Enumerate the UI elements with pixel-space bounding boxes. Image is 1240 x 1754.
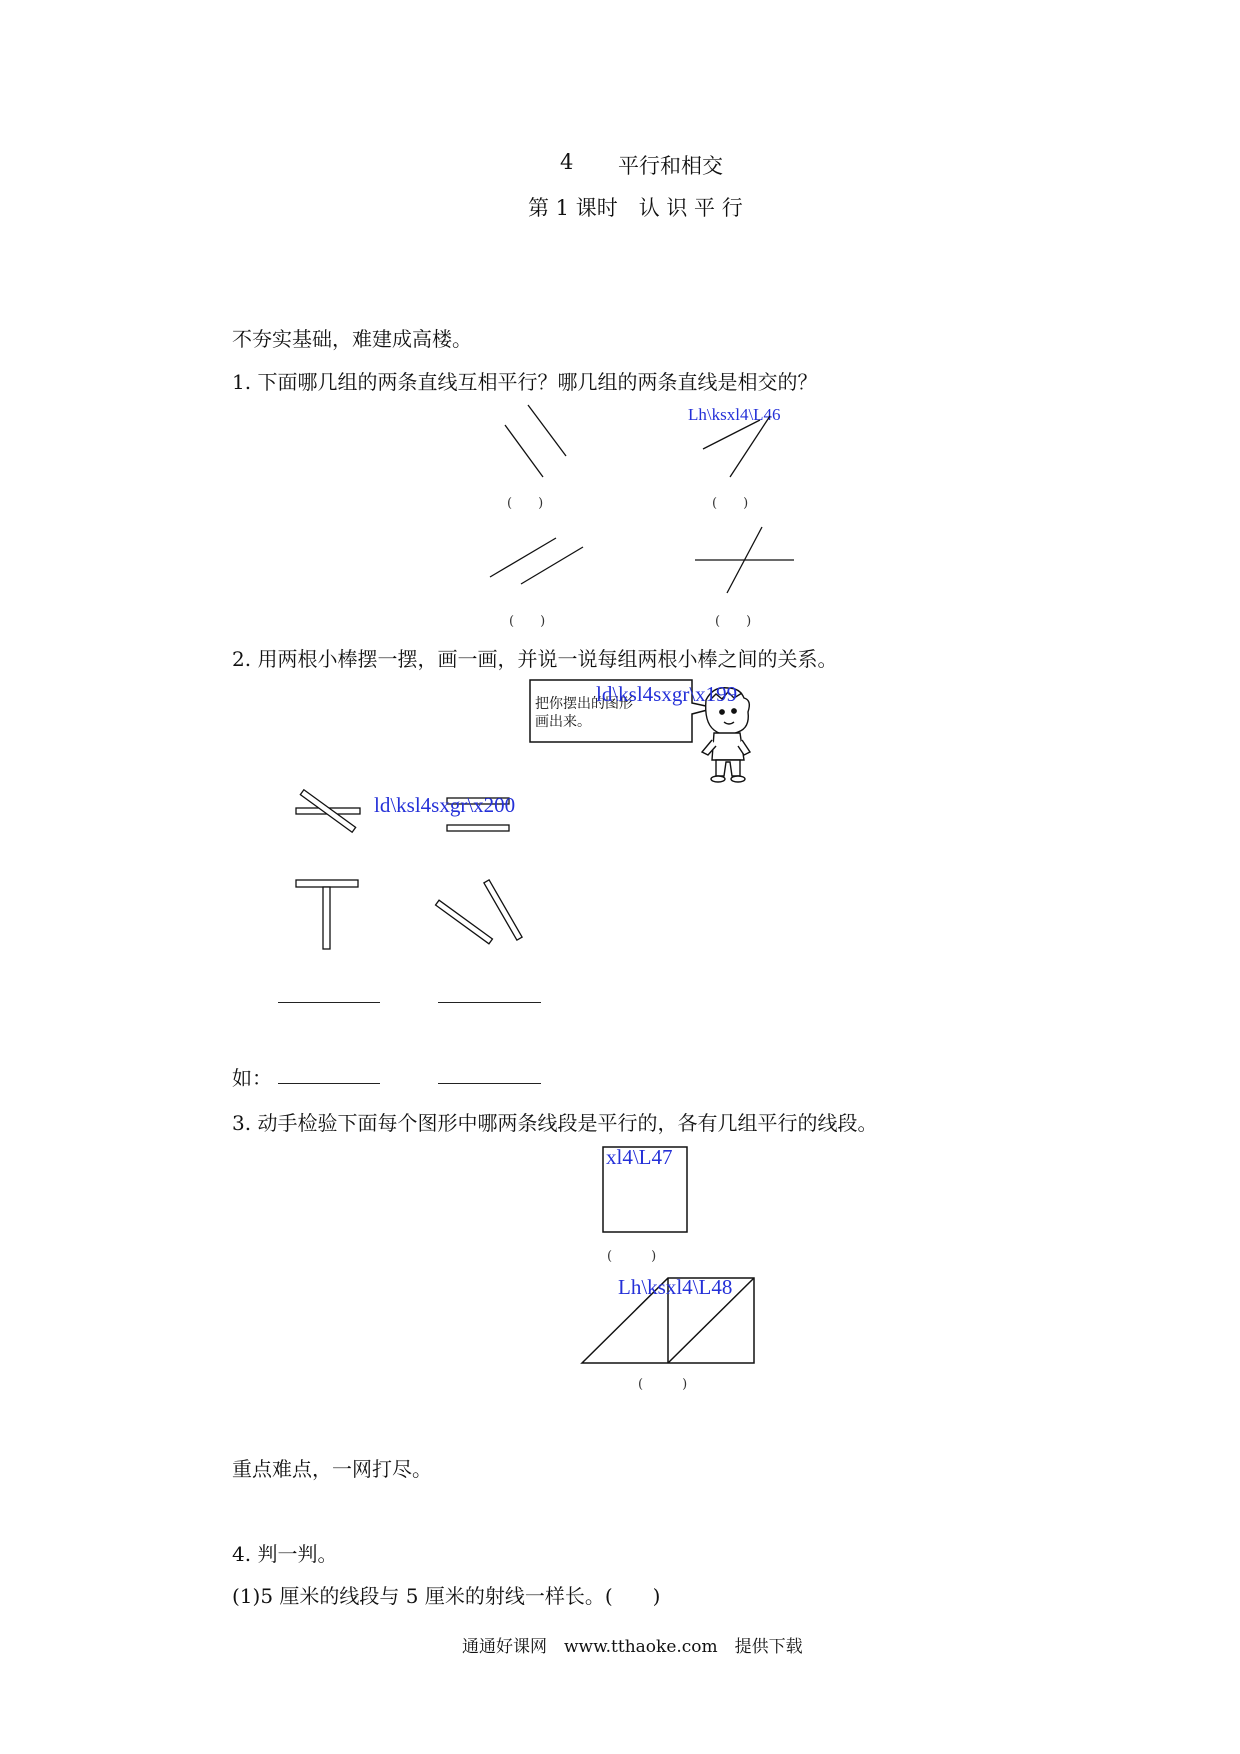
- question-1-text: 1. 下面哪几组的两条直线互相平行？哪几组的两条直线是相交的？: [232, 370, 818, 394]
- answer-blank-1d: ( ): [715, 614, 752, 629]
- figure-tag-l48: Lh\ksxl4\L48: [618, 1275, 733, 1299]
- bubble-text-line-1: 把你摆出的图形: [535, 696, 633, 712]
- figure-tag-x200: ld\ksl4sxgr\x200: [374, 793, 516, 817]
- footer-text: 通通好课网 www.tthaoke.com 提供下载: [462, 1637, 803, 1657]
- answer-blank-1c: ( ): [509, 614, 546, 629]
- answer-blank-1a: ( ): [507, 496, 544, 511]
- bubble-text-line-2: 画出来。: [535, 714, 591, 730]
- unit-number: 4: [560, 150, 574, 174]
- answer-blank-1b: ( ): [712, 496, 749, 511]
- example-label: 如：: [232, 1066, 272, 1090]
- figure-tag-l46: Lh\ksxl4\L46: [688, 405, 781, 424]
- answer-blank-3b: ( ): [638, 1377, 688, 1392]
- question-4-item-1: (1)5 厘米的线段与 5 厘米的射线一样长。( ): [232, 1584, 661, 1608]
- figure-tag-x199: ld\ksl4sxgr\x199: [596, 682, 738, 706]
- section-heading-key-points: 重点难点，一网打尽。: [232, 1457, 432, 1481]
- question-2-text: 2. 用两根小棒摆一摆，画一画，并说一说每组两根小棒之间的关系。: [232, 647, 838, 671]
- unit-title: 平行和相交: [618, 154, 723, 178]
- answer-blank-3a: ( ): [607, 1249, 657, 1264]
- question-4-text: 4. 判一判。: [232, 1542, 338, 1566]
- lesson-title: 第 1 课时 认 识 平 行: [528, 196, 743, 220]
- figure-tag-l47: xl4\L47: [606, 1145, 673, 1169]
- section-heading-basics: 不夯实基础，难建成高楼。: [232, 327, 472, 351]
- question-3-text: 3. 动手检验下面每个图形中哪两条线段是平行的，各有几组平行的线段。: [232, 1111, 878, 1135]
